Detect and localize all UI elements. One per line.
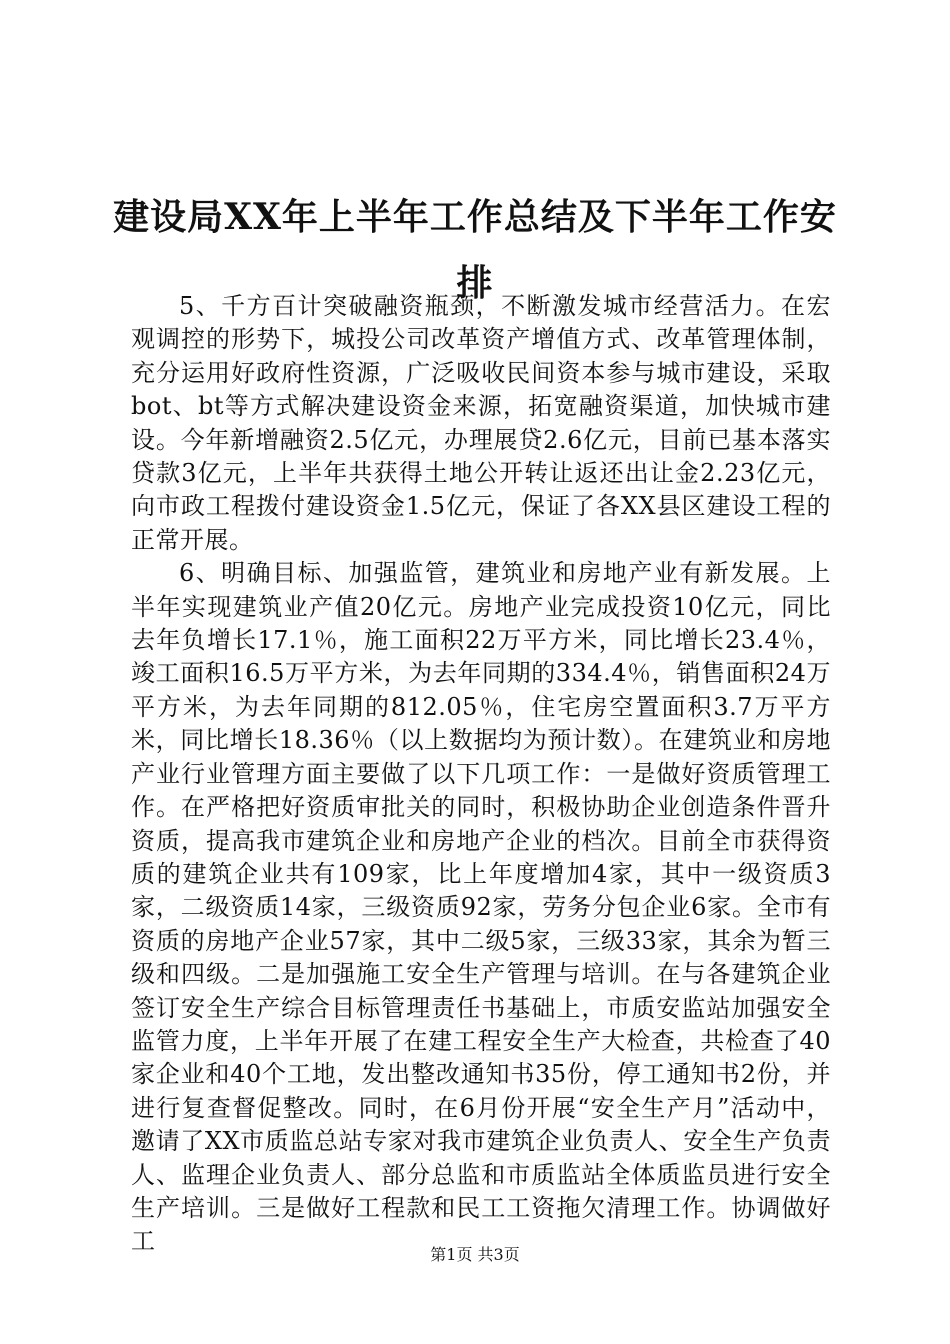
document-title: 建设局XX年上半年工作总结及下半年工作安排	[113, 196, 837, 305]
document-body	[131, 290, 831, 1259]
paragraph-6-construction-realestate: 6、明确目标、加强监管，建筑业和房地产业有新发展。上半年实现建筑业产值20亿元。房地产业完成投资10亿元，同比去年负增长17.1％，施工面积22万平方米，同比增长23.4％，竣工面积16.5万平方米，为去年同期的334.4％，销售面积24万平方米，为去年同期的812.05％，住宅房空置面积3.7万平方米，同比增长18.36％（以上数据均为预计数）。在建筑业和房地产业行业管理方面主要做了以下几项工作：一是做好资质管理工作。在严格把好资质审批关的同时，积极协助企业创造条件晋升资质，提高我市建筑企业和房地产企业的档次。目前全市获得资质的建筑企业共有109家，比上年度增加4家，其中一级资质3家，二级资质14家，三级资质92家，劳务分包企业6家。全市有资质的房地产企业57家，其中二级5家，三级33家，其余为暂三级和四级。二是加强施工安全生产管理与培训。在与各建筑企业签订安全生产综合目标管理责任书基础上，市质安监站加强安全监管力度，上半年开展了在建工程安全生产大检查，共检查了40家企业和40个工地，发出整改通知书35份，停工通知书2份，并进行复查督促整改。同时，在6月份开展“安全生产月”活动中，邀请了XX市质监总站专家对我市建筑企业负责人、安全生产负责人、监理企业负责人、部分总监和市质监站全体质监员进行安全生产培训。三是做好工程款和民工工资拖欠清理工作。协调做好工	[131, 559, 831, 1256]
page-footer: 第1页 共3页	[430, 1245, 520, 1264]
paragraph-5-financing: 5、千方百计突破融资瓶颈，不断激发城市经营活力。在宏观调控的形势下，城投公司改革资产增值方式、改革管理体制，充分运用好政府性资源，广泛吸收民间资本参与城市建设，采取bot、bt等方式解决建设资金来源，拓宽融资渠道，加快城市建设。今年新增融资2.5亿元，办理展贷2.6亿元，目前已基本落实贷款3亿元，上半年共获得土地公开转让返还出让金2.23亿元，向市政工程拨付建设资金1.5亿元，保证了各XX县区建设工程的正常开展。	[131, 292, 831, 554]
